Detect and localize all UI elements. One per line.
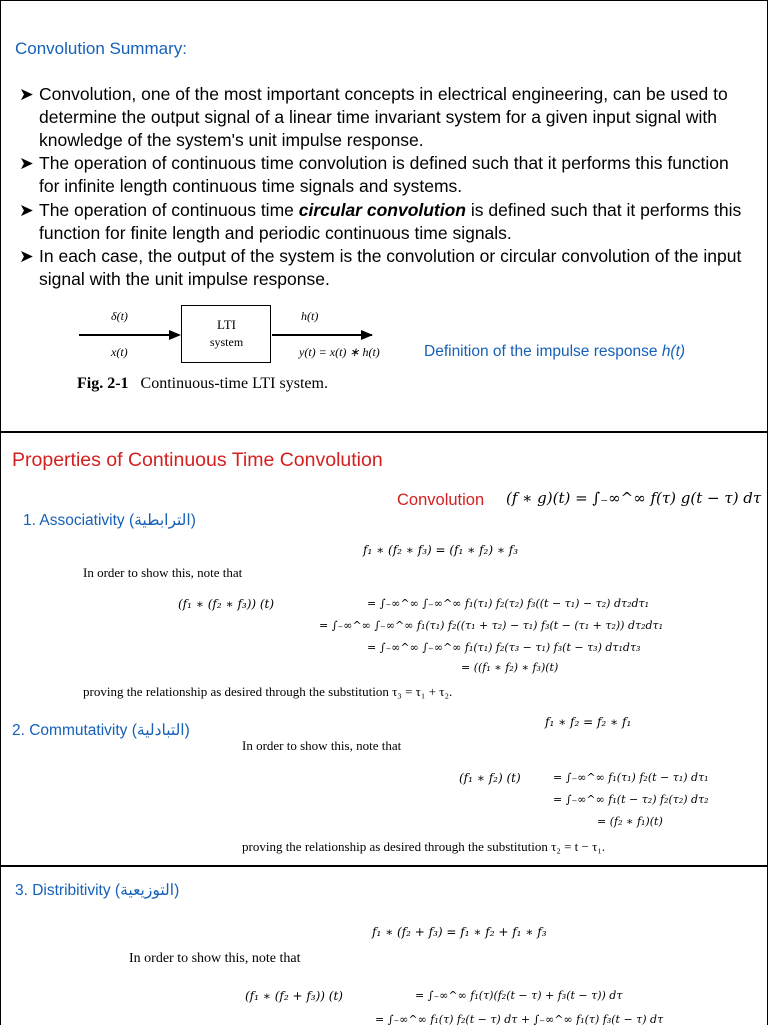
bullet-2-text: The operation of continuous time convolution is defined such that it performs this function for infinite length continuous time signals and systems.: [39, 153, 729, 196]
slide-distributivity: [0, 866, 768, 1025]
impulse-response-note: Definition of the impulse response h(t): [424, 343, 686, 360]
associativity-lhs: (f₁ ∗ (f₂ ∗ f₃)) (t): [178, 597, 275, 611]
output-top-label: h(t): [301, 309, 319, 323]
commutativity-formula: f₁ ∗ f₂ = f₂ ∗ f₁: [545, 715, 632, 729]
circular-convolution-emphasis: circular convolution: [298, 200, 466, 220]
associativity-formula: f₁ ∗ (f₂ ∗ f₃) = (f₁ ∗ f₂) ∗ f₃: [363, 543, 519, 557]
lti-system-box: [181, 305, 271, 363]
bullet-arrow-icon: ➤: [19, 153, 34, 173]
associativity-step-4: = ((f₁ ∗ f₂) ∗ f₃)(t): [461, 661, 559, 674]
bullet-arrow-icon: ➤: [19, 200, 34, 220]
commutativity-heading: 2. Commutativity (التبادلية): [12, 722, 190, 739]
bullet-4: [19, 245, 749, 291]
input-bottom-label: x(t): [111, 345, 128, 359]
figure-number: Fig. 2-1: [77, 375, 129, 392]
bullet-3-text: The operation of continuous time circular convolution is defined such that it performs this function for finite length and periodic continuous time signals.: [39, 200, 742, 243]
distributivity-formula: f₁ ∗ (f₂ + f₃) = f₁ ∗ f₂ + f₁ ∗ f₃: [372, 925, 547, 939]
associativity-step-2: = ∫₋∞^∞ ∫₋∞^∞ f₁(τ₁) f₂((τ₁ + τ₂) − τ₁) f₃(t − (τ₁ + τ₂)) dτ₂dτ₁: [319, 619, 664, 632]
bullet-2: [19, 152, 749, 198]
input-top-label: δ(t): [111, 309, 128, 323]
box-label-system: system: [209, 335, 244, 349]
associativity-heading: 1. Associativity (الترابطية): [23, 512, 196, 529]
commutativity-step-3: = (f₂ ∗ f₁)(t): [597, 815, 663, 828]
input-arrow-icon: [169, 330, 181, 340]
output-bottom-label: y(t) = x(t) ∗ h(t): [299, 345, 380, 359]
slide-properties: [0, 432, 768, 866]
associativity-step-1: = ∫₋∞^∞ ∫₋∞^∞ f₁(τ₁) f₂(τ₂) f₃((t − τ₁) − τ₂) dτ₂dτ₁: [367, 597, 650, 610]
slide1-title: Convolution Summary:: [15, 39, 187, 58]
input-arrow-line: [79, 334, 179, 336]
bullet-4-text: In each case, the output of the system is the convolution or circular convolution of the input signal with the unit impulse response.: [39, 246, 742, 289]
convolution-label: Convolution: [397, 491, 485, 509]
commutativity-proof: proving the relationship as desired through the substitution τ₂ = t − τ₁.: [242, 839, 606, 854]
distributivity-heading: 3. Distribitivity (التوزيعية): [15, 882, 180, 899]
lti-system-diagram: [71, 297, 411, 397]
distributivity-lhs: (f₁ ∗ (f₂ + f₃)) (t): [245, 989, 343, 1003]
distributivity-step-2: = ∫₋∞^∞ f₁(τ) f₂(t − τ) dτ + ∫₋∞^∞ f₁(τ) f₃(t − τ) dτ: [375, 1013, 664, 1025]
bullet-arrow-icon: ➤: [19, 84, 34, 104]
bullet-3: [19, 199, 749, 245]
bullet-1: [19, 83, 749, 152]
figure-caption-text: Continuous-time LTI system.: [140, 375, 328, 392]
output-arrow-line: [272, 334, 372, 336]
associativity-intro: In order to show this, note that: [83, 565, 243, 580]
convolution-definition-formula: (f ∗ g)(t) = ∫₋∞^∞ f(τ) g(t − τ) dτ: [506, 489, 762, 507]
commutativity-lhs: (f₁ ∗ f₂) (t): [459, 771, 521, 785]
associativity-proof: proving the relationship as desired through the substitution τ₃ = τ₁ + τ₂.: [83, 684, 453, 699]
figure-caption: [77, 375, 328, 393]
output-arrow-icon: [361, 330, 373, 340]
slide-convolution-summary: [0, 0, 768, 432]
associativity-step-3: = ∫₋∞^∞ ∫₋∞^∞ f₁(τ₁) f₂(τ₃ − τ₁) f₃(t − τ₃) dτ₁dτ₃: [367, 641, 641, 654]
bullet-arrow-icon: ➤: [19, 246, 34, 266]
bullet-1-text: Convolution, one of the most important concepts in electrical engineering, can be used to determine the output signal of a linear time invariant system for a given input signal with knowledge of the system's unit impulse response.: [39, 84, 728, 150]
commutativity-intro: In order to show this, note that: [242, 738, 402, 753]
distributivity-intro: In order to show this, note that: [129, 951, 301, 966]
slide2-title: Properties of Continuous Time Convolution: [12, 449, 383, 471]
distributivity-step-1: = ∫₋∞^∞ f₁(τ)(f₂(t − τ) + f₃(t − τ)) dτ: [415, 989, 623, 1002]
box-label-lti: LTI: [216, 317, 237, 332]
commutativity-step-2: = ∫₋∞^∞ f₁(t − τ₂) f₂(τ₂) dτ₂: [553, 793, 709, 806]
commutativity-step-1: = ∫₋∞^∞ f₁(τ₁) f₂(t − τ₁) dτ₁: [553, 771, 709, 784]
